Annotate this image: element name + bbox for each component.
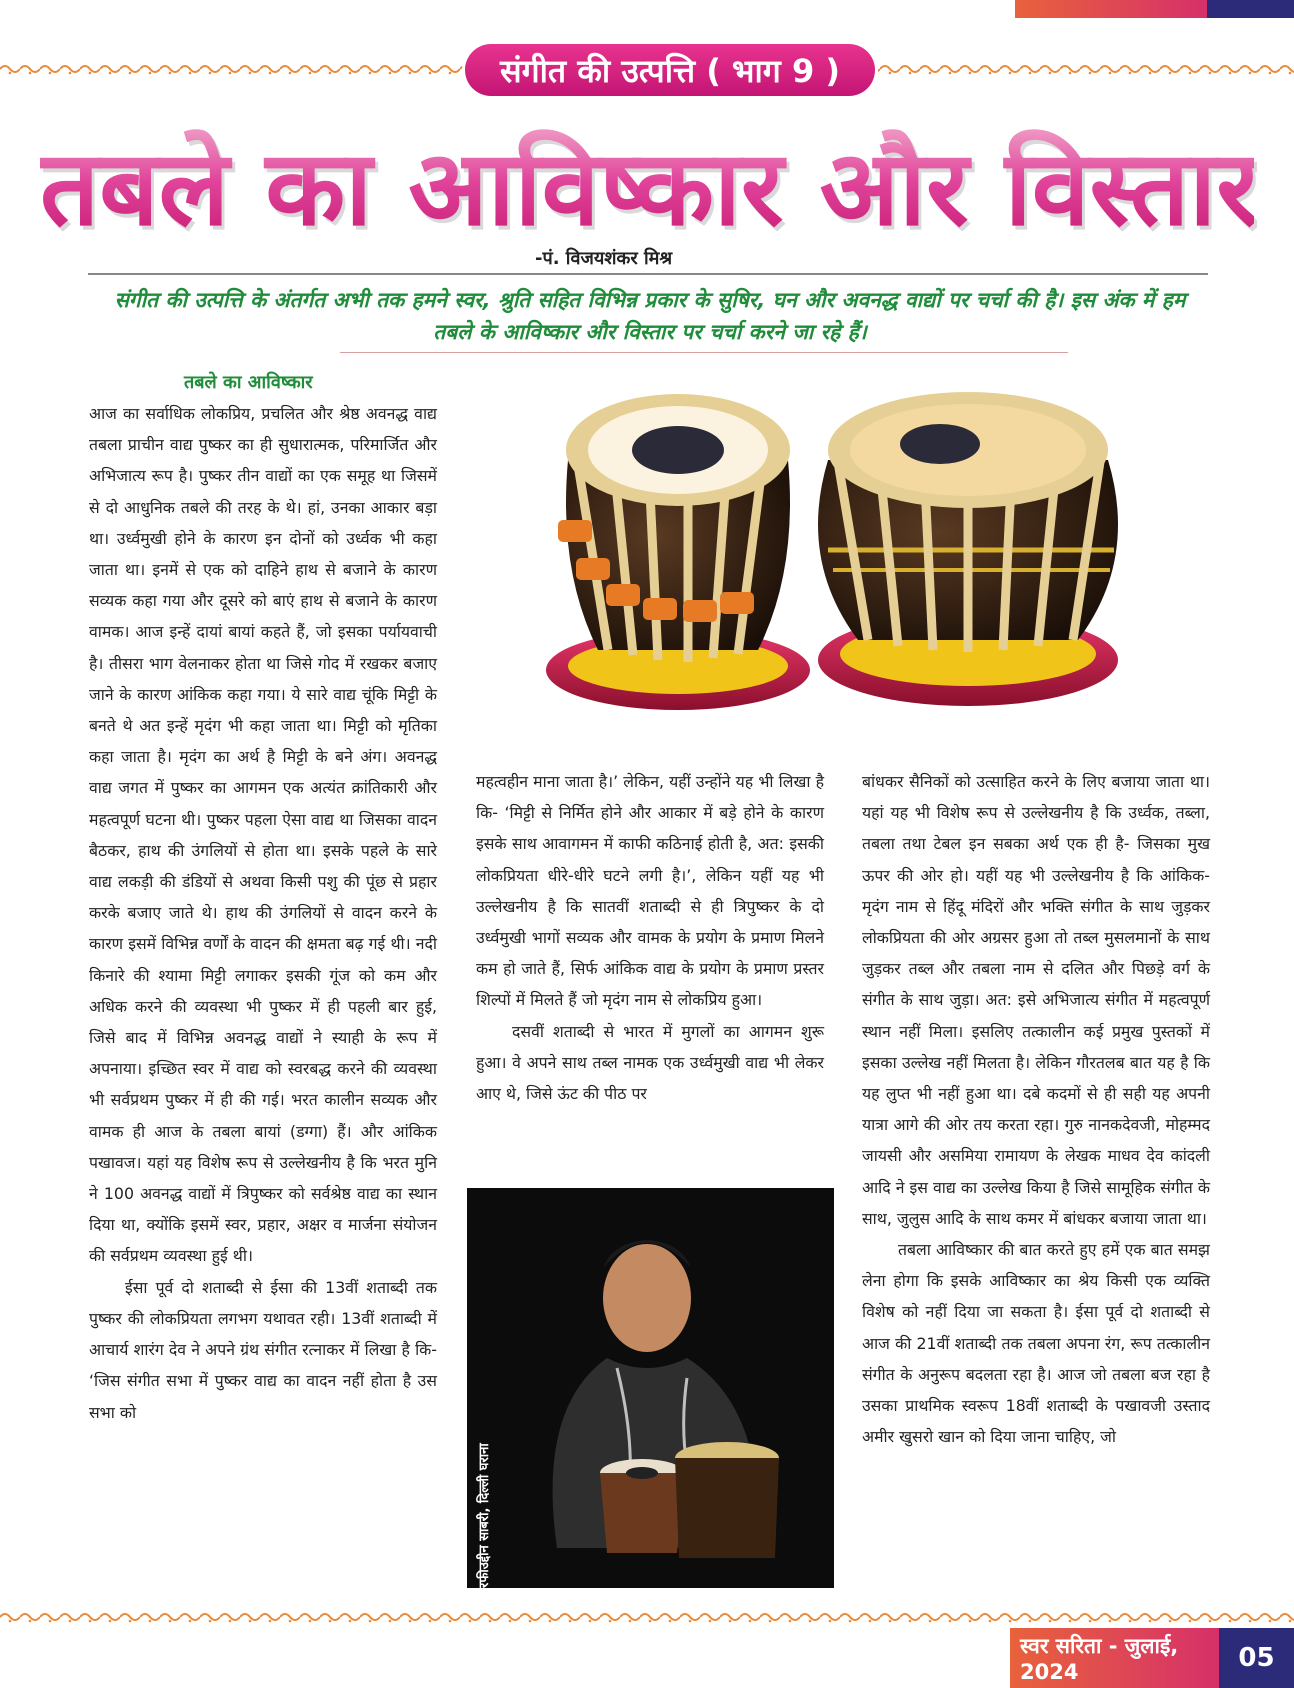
footer-magazine-name: स्वर सरिता - जुलाई, 2024: [1010, 1628, 1219, 1688]
paragraph: तबला आविष्कार की बात करते हुए हमें एक बात समझ लेना होगा कि इसके आविष्कार का श्रेय किसी एक व्यक्ति विशेष को नहीं दिया जा सकता है। ईसा पूर्व दो शताब्दी से आज की 21वीं शताब्दी तक तबला अपना रंग, रूप तत्कालीन संगीत के अनुरूप बदलता रहा है। आज जो तबला बज रहा है उसका प्राथमिक स्वरूप 18वीं शताब्दी के पखावजी उस्ताद अमीर खुसरो खान को दिया जाना चाहिए, जो: [862, 1240, 1210, 1447]
article-column-1: [89, 398, 437, 1428]
bayan-drum: [818, 392, 1118, 706]
paragraph: ईसा पूर्व दो शताब्दी से ईसा की 13वीं शताब्दी तक पुष्कर की लोकप्रियता लगभग यथावत रही। 13वीं शताब्दी में आचार्य शारंग देव ने अपने ग्रंथ संगीत रत्नाकर में लिखा है कि- ‘जिस संगीत सभा में पुष्कर वाद्य का वादन नहीं होता है उस सभा को: [89, 1277, 437, 1422]
performer-photo: [467, 1188, 834, 1588]
dayan-drum: [546, 394, 810, 710]
article-column-2: [476, 766, 824, 1109]
author-divider: [88, 273, 1208, 275]
top-corner-strip: [1015, 0, 1294, 18]
intro-text: संगीत की उत्पत्ति के अंतर्गत अभी तक हमने स्वर, श्रुति सहित विभिन्न प्रकार के सुषिर, घन और अवनद्ध वाद्यों पर चर्चा की है। इस अंक में हम तबले के आविष्कार और विस्तार पर चर्चा करने जा रहे हैं।: [114, 288, 1186, 344]
page-title: तबले का आविष्कार और विस्तार: [40, 118, 1254, 258]
paragraph: बांधकर सैनिकों को उत्साहित करने के लिए बजाया जाता था। यहां यह भी विशेष रूप से उल्लेखनीय है कि उर्ध्वक, तब्ला, तबला तथा टेबल इन सबका अर्थ एक ही है- जिसका मुख ऊपर की ओर हो। यहीं यह भी उल्लेखनीय है कि आंकिक- मृदंग नाम से हिंदू मंदिरों और भक्ति संगीत के साथ जुड़कर लोकप्रियता की ओर अग्रसर हुआ तो तब्ल मुसलमानों के साथ जुड़कर तब्ल और तबला नाम से दलित और पिछड़े वर्ग के संगीत के साथ जुड़ा। अत: इसे अभिजात्य संगीत में महत्वपूर्ण स्थान नहीं मिला। इसलिए तत्कालीन कई प्रमुख पुस्तकों में इसका उल्लेख नहीं मिलता है। लेकिन गौरतलब बात यह है कि यह लुप्त भी नहीं हुआ था। दबे कदमों से ही सही यह अपनी यात्रा आगे की ओर तय करता रहा। गुरु नानकदेवजी, मोहम्मद जायसी और असमिया रामायण के लेखक माधव देव कांदली आदि ने इस वाद्य का उल्लेख किया है जिसे सामूहिक संगीत के साथ, जुलुस आदि के साथ कमर में बांधकर बजाया जाता था।: [862, 772, 1210, 1228]
tabla-illustration: [528, 370, 1120, 730]
author-byline: -पं. विजयशंकर मिश्र: [535, 248, 673, 269]
top-corner-navy: [1207, 0, 1294, 18]
page-number: 05: [1219, 1628, 1294, 1688]
paragraph: आज का सर्वाधिक लोकप्रिय, प्रचलित और श्रेष्ठ अवनद्ध वाद्य तबला प्राचीन वाद्य पुष्कर का ही सुधारात्मक, परिमार्जित और अभिजात्य रूप है। पुष्कर तीन वाद्यों का एक समूह था जिसमें से दो आधुनिक तबले की तरह के थे। हां, उनका आकार बड़ा था। उर्ध्वमुखी होने के कारण इन दोनों को उर्ध्वक भी कहा जाता था। इनमें से एक को दाहिने हाथ से बजाने के कारण सव्यक कहा गया और दूसरे को बाएं हाथ से बजाने के कारण वामक। आज इन्हें दायां बायां कहते हैं, जो इसका पर्यायवाची है। तीसरा भाग वेलनाकर होता था जिसे गोद में रखकर बजाए जाने के कारण आंकिक कहा गया। ये सारे वाद्य चूंकि मिट्टी के बनते थे अत इन्हें मृदंग भी कहा जाता था। मिट्टी को मृतिका कहा जाता है। मृदंग का अर्थ है मिट्टी के बने अंग। अवनद्ध वाद्य जगत में पुष्कर का आगमन एक अत्यंत क्रांतिकारी और महत्वपूर्ण घटना थी। पुष्कर पहला ऐसा वाद्य था जिसका वादन बैठकर, हाथ की उंगलियों से होता था। इसके पहले के सारे वाद्य लकड़ी की डंडियों से अथवा किसी पशु की पूंछ से प्रहार करके बजाए जाते थे। हाथ की उंगलियों से वादन करने के कारण इसमें विभिन्न वर्णों के वादन की क्षमता बढ़ गई थी। नदी किनारे की श्यामा मिट्टी लगाकर इसकी गूंज को कम और अधिक करने की व्यवस्था भी पुष्कर में ही पहली बार हुई, जिसे बाद में विभिन्न अवनद्ध वाद्यों ने स्याही के रूप में अपनाया। इच्छित स्वर में वाद्य को स्वरबद्ध करने की व्यवस्था भी सर्वप्रथम पुष्कर में ही की गई। भरत कालीन सव्यक और वामक ही आज के तबला बायां (डग्गा) हैं। और आंकिक पखावज। यहां यह विशेष रूप से उल्लेखनीय है कि भरत मुनि ने 100 अवनद्ध वाद्यों में त्रिपुष्कर को सर्वश्रेष्ठ वाद्य का स्थान दिया था, क्योंकि इसमें स्वर, प्रहार, अक्षर व मार्जना संयोजन की सर्वप्रथम व्यवस्था हुई थी।: [89, 404, 437, 1266]
article-column-3: [862, 766, 1210, 1452]
paragraph: महत्वहीन माना जाता है।’ लेकिन, यहीं उन्होंने यह भी लिखा है कि- ‘मिट्टी से निर्मित होने और आकार में बड़े होने के कारण इसके साथ आवागमन में काफी कठिनाई होती है, अत: इसकी लोकप्रियता धीरे-धीरे घटने लगी है।’, लेकिन यहीं यह भी उल्लेखनीय है कि सातवीं शताब्दी से ही त्रिपुष्कर के दो उर्ध्वमुखी भागों सव्यक और वामक के प्रयोग के प्रमाण मिलने कम हो जाते हैं, सिर्फ आंकिक वाद्य के प्रयोग के प्रमाण प्रस्तर शिल्पों में मिलते हैं जो मृदंग नाम से लोकप्रिय हुआ।: [476, 772, 824, 1010]
section-label: संगीत की उत्पत्ति ( भाग 9 ): [465, 44, 875, 96]
footer-bar: [1010, 1628, 1294, 1688]
photo-caption: रफीउद्दीन साबरी, दिल्ली घराना: [477, 1443, 492, 1588]
bottom-decorative-border: [0, 1610, 1294, 1624]
top-corner-gradient: [1015, 0, 1207, 18]
paragraph: दसवीं शताब्दी से भारत में मुगलों का आगमन शुरू हुआ। वे अपने साथ तब्ल नामक एक उर्ध्वमुखी वाद्य भी लेकर आए थे, जिसे ऊंट की पीठ पर: [476, 1021, 824, 1104]
section-subheading: तबले का आविष्कार: [184, 372, 313, 393]
intro-divider: [340, 352, 1068, 353]
